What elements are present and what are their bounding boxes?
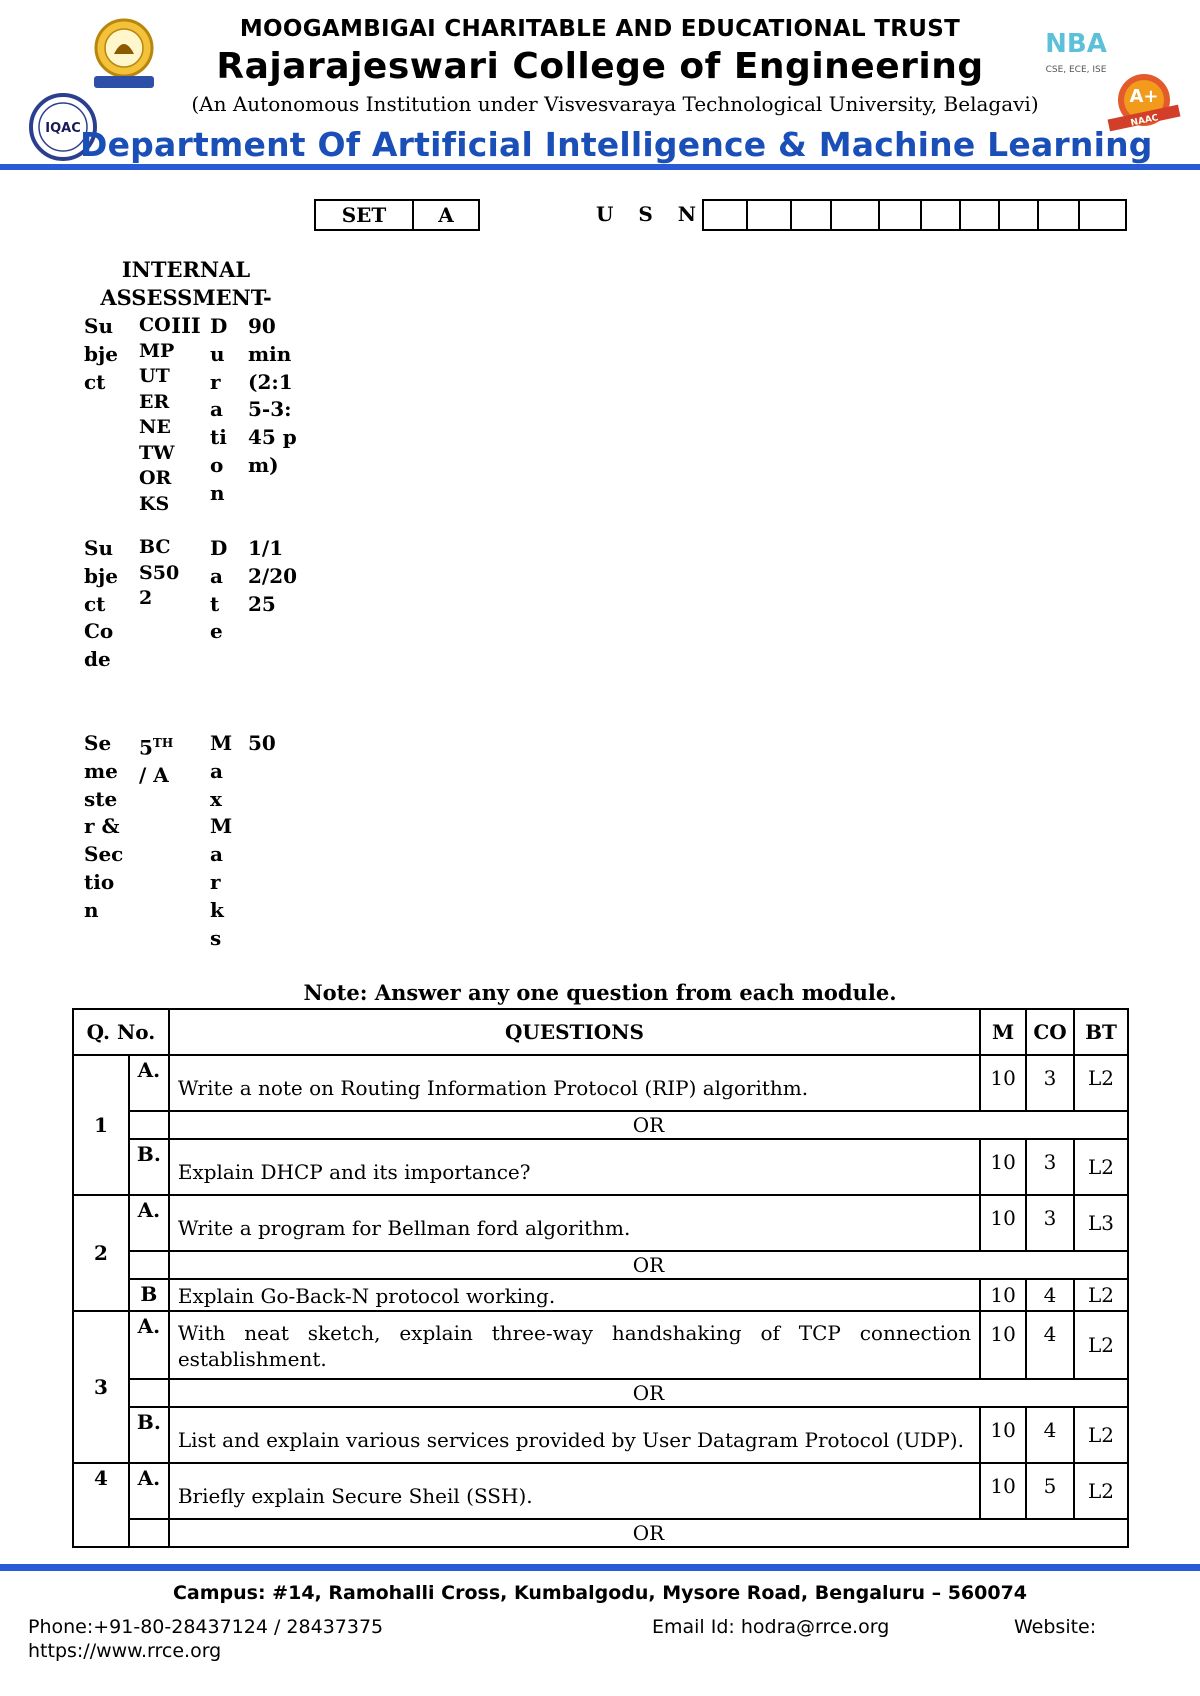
question-bt: L2 [1074, 1311, 1128, 1379]
usn-digit-box[interactable] [922, 201, 961, 229]
usn-digit-box[interactable] [792, 201, 832, 229]
question-part-label: A. [129, 1055, 169, 1111]
table-header-row [73, 1009, 1128, 1055]
semester-label: Semester & Section [84, 731, 124, 922]
phone-number: Phone:+91-80-28437124 / 28437375 [28, 1616, 384, 1638]
table-row [73, 1311, 1128, 1379]
campus-address: Campus: #14, Ramohalli Cross, Kumbalgodu, Mysore Road, Bengaluru – 560074 [172, 1582, 1028, 1604]
naac-logo-text: NAAC [1129, 113, 1160, 129]
question-number: 3 [73, 1311, 129, 1463]
question-text: Explain DHCP and its importance? [169, 1139, 980, 1195]
usn-digit-box[interactable] [1039, 201, 1080, 229]
question-marks: 10 [980, 1311, 1026, 1379]
semester-suffix: TH [152, 736, 174, 750]
header-co: CO [1026, 1009, 1074, 1055]
header-qno: Q. No. [73, 1009, 169, 1055]
or-label: OR [169, 1111, 1128, 1139]
question-co: 4 [1026, 1311, 1074, 1379]
set-box [314, 199, 480, 231]
question-co: 5 [1026, 1463, 1074, 1519]
question-co: 4 [1026, 1407, 1074, 1463]
header-questions: QUESTIONS [169, 1009, 980, 1055]
question-text: Write a program for Bellman ford algorithm. [169, 1195, 980, 1251]
department-name: Department Of Artificial Intelligence & Machine Learning [80, 125, 1153, 164]
or-spacer [129, 1251, 169, 1279]
website-url[interactable]: https://www.rrce.org [28, 1640, 222, 1662]
header-rule [0, 164, 1200, 170]
question-part-label: B. [129, 1139, 169, 1195]
or-row [73, 1379, 1128, 1407]
header-bt: BT [1074, 1009, 1128, 1055]
question-marks: 10 [980, 1195, 1026, 1251]
section-value: / A [139, 763, 169, 788]
set-label: SET [316, 201, 414, 229]
naac-grade-text: A+ [1129, 86, 1159, 107]
iqac-logo-text: IQAC [45, 121, 81, 136]
footer-rule [0, 1564, 1200, 1571]
question-text: Explain Go-Back-N protocol working. [169, 1279, 980, 1311]
usn-boxes [702, 199, 1127, 231]
or-spacer [129, 1519, 169, 1547]
exam-title: INTERNAL ASSESSMENT-III [100, 257, 272, 338]
question-bt: L2 [1074, 1055, 1128, 1111]
header-marks: M [980, 1009, 1026, 1055]
question-number: 1 [73, 1055, 129, 1195]
question-text: With neat sketch, explain three-way handshaking of TCP connection establishment. [169, 1311, 980, 1379]
question-part-label: B [129, 1279, 169, 1311]
question-bt: L2 [1074, 1407, 1128, 1463]
question-part-label: A. [129, 1463, 169, 1519]
question-bt: L2 [1074, 1463, 1128, 1519]
or-label: OR [169, 1379, 1128, 1407]
website-label: Website: [1014, 1616, 1097, 1638]
nba-logo-text: NBA [1045, 29, 1107, 59]
or-row [73, 1111, 1128, 1139]
question-bt: L2 [1074, 1139, 1128, 1195]
subject-value: COMPUTER NETWORKS [139, 314, 175, 515]
question-part-label: A. [129, 1195, 169, 1251]
question-marks: 10 [980, 1463, 1026, 1519]
usn-digit-box[interactable] [748, 201, 792, 229]
table-row [73, 1139, 1128, 1195]
usn-digit-box[interactable] [704, 201, 748, 229]
table-row [73, 1195, 1128, 1251]
question-marks: 10 [980, 1055, 1026, 1111]
or-label: OR [169, 1251, 1128, 1279]
question-text: Write a note on Routing Information Protocol (RIP) algorithm. [169, 1055, 980, 1111]
usn-digit-box[interactable] [880, 201, 922, 229]
or-spacer [129, 1379, 169, 1407]
question-co: 4 [1026, 1279, 1074, 1311]
affiliation: (An Autonomous Institution under Visvesvaraya Technological University, Belagavi) [191, 92, 1039, 116]
question-text: Briefly explain Secure Sheil (SSH). [169, 1463, 980, 1519]
instruction-note: Note: Answer any one question from each module. [303, 980, 897, 1005]
question-marks: 10 [980, 1279, 1026, 1311]
or-row [73, 1251, 1128, 1279]
or-spacer [129, 1111, 169, 1139]
question-number: 4 [73, 1463, 129, 1547]
trust-name: MOOGAMBIGAI CHARITABLE AND EDUCATIONAL TRUST [239, 16, 961, 42]
usn-digit-box[interactable] [832, 201, 880, 229]
question-marks: 10 [980, 1139, 1026, 1195]
question-co: 3 [1026, 1195, 1074, 1251]
college-name: Rajarajeswari College of Engineering [216, 46, 984, 87]
question-co: 3 [1026, 1055, 1074, 1111]
question-text: List and explain various services provided by User Datagram Protocol (UDP). [169, 1407, 980, 1463]
usn-digit-box[interactable] [1080, 201, 1127, 229]
semester-value [139, 730, 181, 790]
email-address: Email Id: hodra@rrce.org [652, 1616, 890, 1638]
nba-logo-subtext: CSE, ECE, ISE [1045, 65, 1107, 75]
semester-number: 5 [139, 735, 153, 760]
questions-table [72, 1008, 1129, 1548]
table-row [73, 1407, 1128, 1463]
table-row [73, 1279, 1128, 1311]
subject-code-label: Subject Code [84, 536, 118, 672]
subject-code-value: BCS502 [139, 536, 180, 609]
subject-label: Subject [84, 314, 118, 394]
or-label: OR [169, 1519, 1128, 1547]
date-label: Date [210, 536, 228, 644]
usn-digit-box[interactable] [961, 201, 1000, 229]
table-row [73, 1055, 1128, 1111]
max-marks-value: 50 [248, 731, 276, 755]
question-bt: L3 [1074, 1195, 1128, 1251]
duration-label: Duration [210, 314, 228, 505]
date-value: 1/12/2025 [248, 536, 298, 616]
question-bt: L2 [1074, 1279, 1128, 1311]
question-co: 3 [1026, 1139, 1074, 1195]
or-row [73, 1519, 1128, 1547]
set-value: A [438, 203, 454, 227]
usn-label: U S N [596, 202, 706, 226]
duration-value: 90 min (2:15-3:45 pm) [248, 314, 297, 477]
max-marks-label: Max Marks [210, 731, 233, 950]
question-marks: 10 [980, 1407, 1026, 1463]
question-number: 2 [73, 1195, 129, 1311]
usn-digit-box[interactable] [1000, 201, 1039, 229]
table-row [73, 1463, 1128, 1519]
question-part-label: A. [129, 1311, 169, 1379]
question-part-label: B. [129, 1407, 169, 1463]
